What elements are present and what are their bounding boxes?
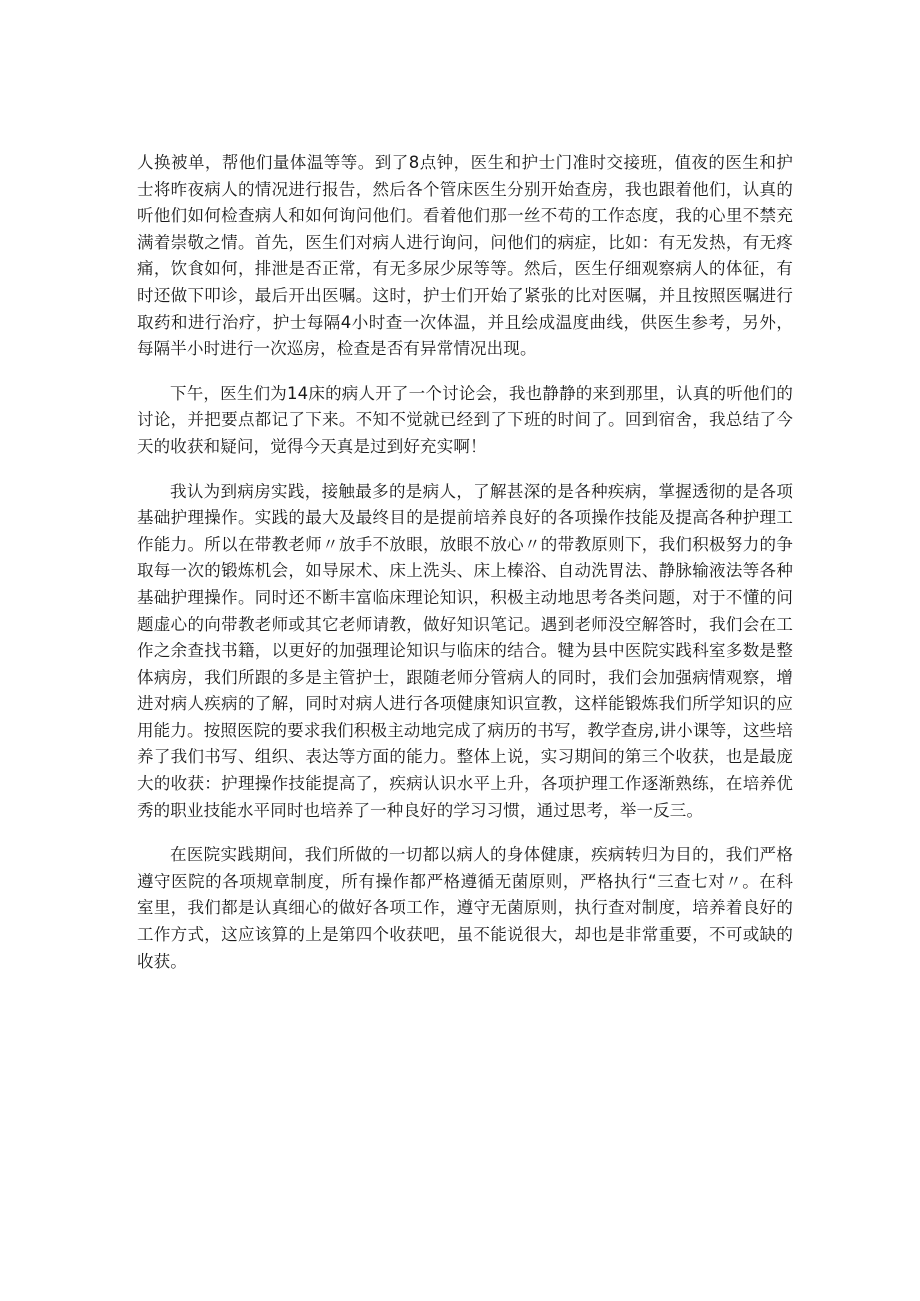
- paragraph-ward-practice: 我认为到病房实践，接触最多的是病人，了解甚深的是各种疾病，掌握透彻的是各项基础护理操作。实践的最大及最终目的是提前培养良好的各项操作技能及提高各种护理工作能力。所以在带教老师〃放手不放眼，放眼不放心〃的带教原则下，我们积极努力的争取每一次的锻炼机会，如导尿术、床上洗头、床上榛浴、自动洗胃法、静脉输液法等各种基础护理操作。同时还不断丰富临床理论知识，积极主动地思考各类问题，对于不懂的问题虚心的向带教老师或其它老师请教，做好知识笔记。遇到老师没空解答时，我们会在工作之余查找书籍，以更好的加强理论知识与临床的结合。犍为县中医院实践科室多数是整体病房，我们所跟的多是主管护士，跟随老师分管病人的同时，我们会加强病情观察，增进对病人疾病的了解，同时对病人进行各项健康知识宣教，这样能锻炼我们所学知识的应用能力。按照医院的要求我们积极主动地完成了病历的书写，教学查房,讲小课等，这些培养了我们书写、组织、表达等方面的能力。整体上说，实习期间的第三个收获，也是最庞大的收获：护理操作技能提高了，疾病认识水平上升，各项护理工作逐渐熟练，在培养优秀的职业技能水平同时也培养了一种良好的学习习惯，通过思考，举一反三。: [137, 481, 793, 820]
- document-body: [137, 150, 793, 975]
- paragraph-continued: 人换被单，帮他们量体温等等。到了8点钟，医生和护士门准时交接班，值夜的医生和护士将昨夜病人的情况进行报告，然后各个管床医生分别开始查房，我也跟着他们，认真的听他们如何检查病人和如何询问他们。看着他们那一丝不苟的工作态度，我的心里不禁充满着崇敬之情。首先，医生们对病人进行询问，问他们的病症，比如：有无发热，有无疼痛，饮食如何，排泄是否正常，有无多尿少尿等等。然后，医生仔细观察病人的体征，有时还做下叩诊，最后开出医嘱。这时，护士们开始了紧张的比对医嘱，并且按照医嘱进行取药和进行治疗，护士每隔4小时查一次体温，并且绘成温度曲线，供医生参考，另外，每隔半小时进行一次巡房，检查是否有异常情况出现。: [137, 153, 793, 359]
- paragraph-afternoon-discussion: 下午，医生们为14床的病人开了一个讨论会，我也静静的来到那里，认真的听他们的讨论，并把要点都记了下来。不知不觉就已经到了下班的时间了。回到宿舍，我总结了今天的收获和疑问，觉得今天真是过到好充实啊！: [137, 383, 793, 456]
- paragraph-hospital-rules: 在医院实践期间，我们所做的一切都以病人的身体健康，疾病转归为目的，我们严格遵守医院的各项规章制度，所有操作都严格遵循无菌原则，严格执行“三查七对〃。在科室里，我们都是认真细心的做好各项工作，遵守无菌原则，执行查对制度，培养着良好的工作方式，这应该算的上是第四个收获吧，虽不能说很大，却也是非常重要，不可或缺的收获。: [137, 845, 793, 971]
